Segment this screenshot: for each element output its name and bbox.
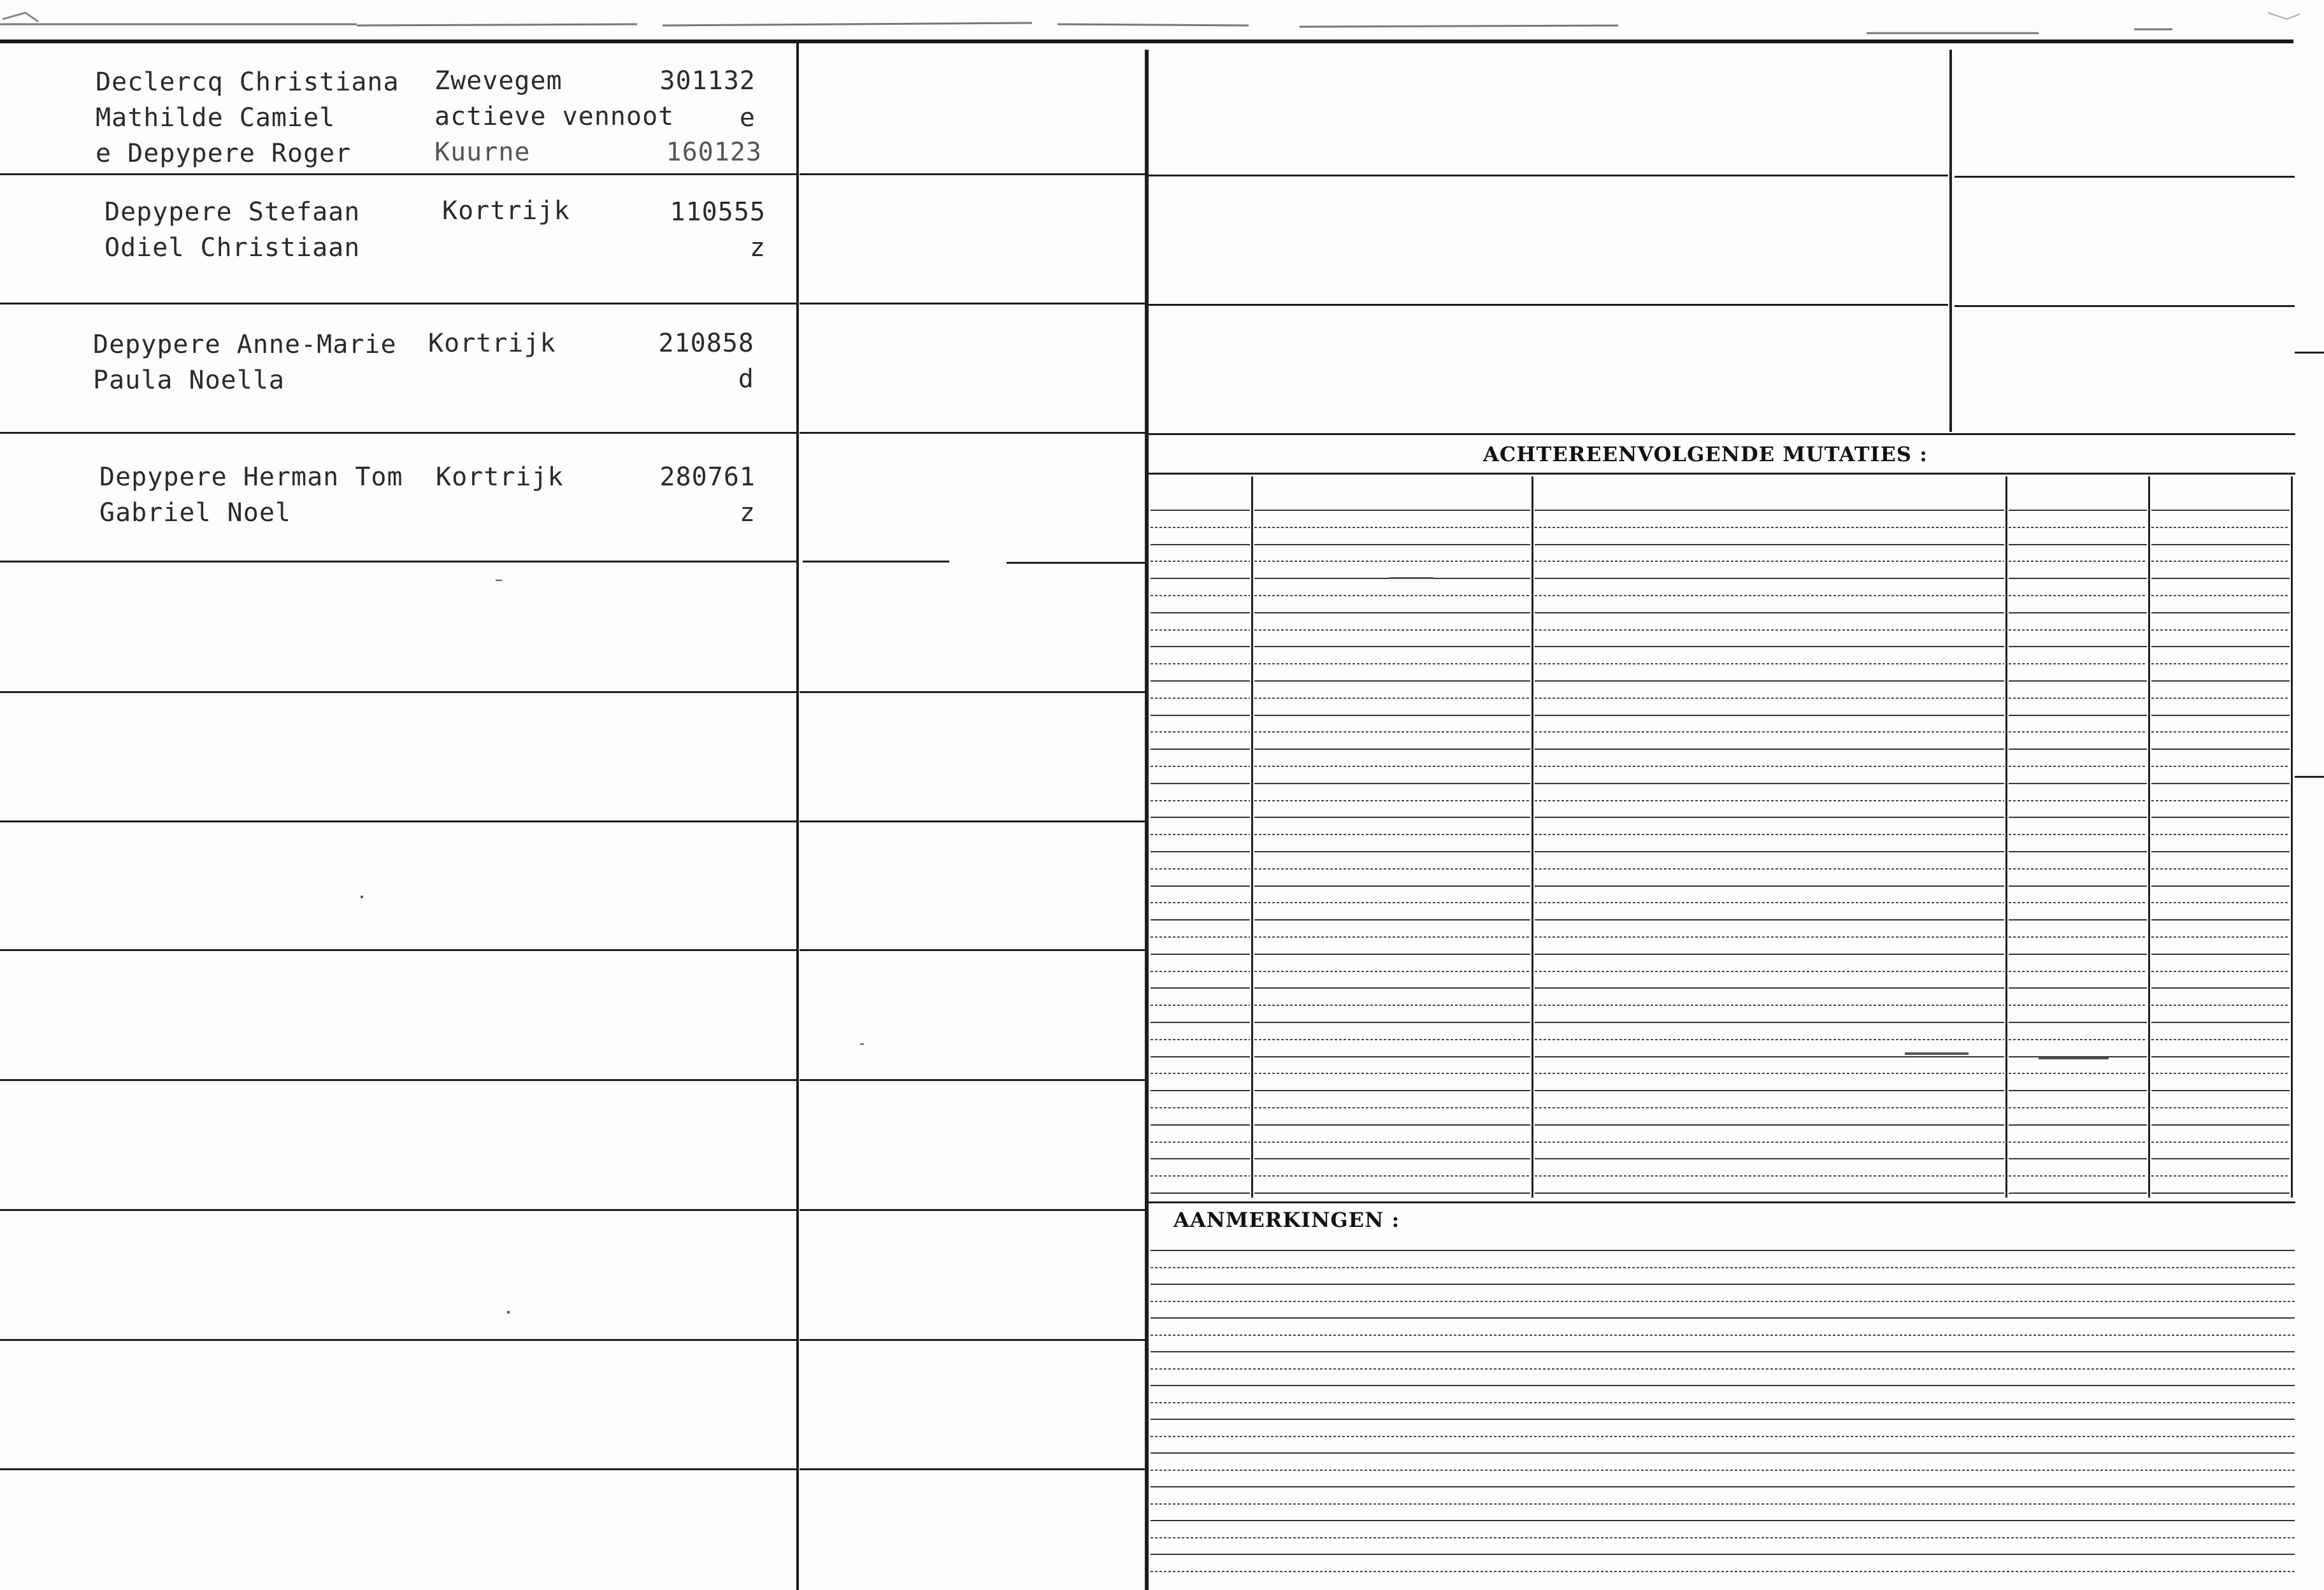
mutation-rule: [1535, 698, 2004, 699]
mutation-rule: [1254, 1192, 1530, 1194]
mutation-rule: [2151, 902, 2290, 903]
mutation-rule: [2151, 1142, 2290, 1143]
mutation-rule: [2009, 919, 2147, 920]
upper-right-row-2: [1149, 304, 1948, 306]
mutation-rule: [2009, 578, 2147, 579]
mutation-rule: [1535, 663, 2004, 664]
mutation-rule: [2151, 698, 2290, 699]
mutation-rule: [1254, 646, 1530, 647]
mutation-rule: [2151, 783, 2290, 784]
mutation-rule: [2009, 885, 2147, 887]
row-separator-3: [0, 432, 796, 434]
row-separator-10b: [800, 1339, 1145, 1341]
mutation-rule: [2009, 629, 2147, 631]
mutation-rule: [2009, 612, 2147, 613]
mutation-rule: [1254, 629, 1530, 631]
record-1-name-line2: Mathilde Camiel: [96, 103, 336, 132]
mutation-rule: [2151, 561, 2290, 562]
mutation-rule: [2009, 510, 2147, 511]
mutation-rule: [2151, 1039, 2290, 1040]
mutation-rule: [1151, 646, 1250, 647]
remark-rule: [1151, 1368, 2295, 1370]
remark-rule: [1151, 1486, 2295, 1487]
mutation-rule: [1151, 783, 1250, 784]
upper-right-row-1b: [1955, 176, 2295, 178]
mutation-rule: [1535, 612, 2004, 613]
mutation-rule: [2009, 1022, 2147, 1023]
mutation-rule: [1254, 851, 1530, 852]
mutation-rule: [1151, 919, 1250, 920]
record-2-code-line1: 110555: [670, 197, 766, 227]
mutation-rule: [2009, 561, 2147, 562]
mutation-rule: [1151, 544, 1250, 545]
remark-rule: [1151, 1571, 2295, 1572]
mutation-rule: [1535, 1158, 2004, 1159]
mutation-rule: [1254, 783, 1530, 784]
mutation-rule: [1254, 1090, 1530, 1091]
remark-rule: [1151, 1267, 2295, 1268]
remark-rule: [1151, 1301, 2295, 1302]
record-2-name-line2: Odiel Christiaan: [104, 233, 361, 262]
mutation-rule: [1254, 1005, 1530, 1006]
mutation-rule: [1535, 561, 2004, 562]
row-separator-3b: [800, 432, 1145, 434]
remark-rule: [1151, 1520, 2295, 1521]
mutation-rule: [1151, 1039, 1250, 1040]
mutation-rule: [1151, 851, 1250, 852]
mutation-rule: [1151, 868, 1250, 870]
mutation-rule: [2151, 1005, 2290, 1006]
mutation-rule: [1254, 1039, 1530, 1040]
mutation-rule: [2009, 954, 2147, 955]
mutations-col-2: [1531, 476, 1533, 1198]
mutation-rule: [2009, 544, 2147, 545]
row-separator-5b: [800, 691, 1145, 693]
mutation-rule: [2009, 834, 2147, 835]
mutation-rule: [1254, 1142, 1530, 1143]
upper-right-row-2b: [1955, 305, 2295, 307]
record-3-name-line2: Paula Noella: [93, 366, 285, 395]
mutation-rule: [1254, 595, 1530, 596]
mutation-rule: [2009, 1124, 2147, 1126]
edge-tick-1: [2295, 352, 2324, 354]
mutation-rule: [1535, 1124, 2004, 1126]
mutation-rule: [2151, 646, 2290, 647]
mutation-rule: [2009, 527, 2147, 528]
mutation-rule: [2009, 817, 2147, 818]
mutation-rule: [2151, 987, 2290, 989]
mutation-rule: [2009, 987, 2147, 989]
mutation-rule: [1254, 971, 1530, 972]
mutation-rule: [1151, 1124, 1250, 1126]
mutation-rule: [2151, 748, 2290, 750]
mutation-rule: [1254, 1124, 1530, 1126]
mutation-rule: [2009, 715, 2147, 716]
mutation-rule: [1151, 766, 1250, 767]
mutation-rule: [1254, 919, 1530, 920]
remark-rule: [1151, 1335, 2295, 1336]
mutation-rule: [1151, 1107, 1250, 1108]
mutation-rule: [1151, 527, 1250, 528]
mutation-rule: [1151, 595, 1250, 596]
mutation-rule: [2009, 1107, 2147, 1108]
mutation-rule: [1151, 885, 1250, 887]
mutation-rule: [1151, 954, 1250, 955]
mutation-rule: [1254, 766, 1530, 767]
mutation-rule: [1535, 595, 2004, 596]
record-3-code-line1: 210858: [658, 329, 754, 358]
mutations-header-border: [1149, 473, 2295, 475]
mutation-rule: [2009, 1073, 2147, 1074]
mutation-rule: [2151, 510, 2290, 511]
mutation-rule: [1151, 1090, 1250, 1091]
mutation-rule: [1535, 715, 2004, 716]
remark-rule: [1151, 1317, 2295, 1319]
row-separator-9b: [800, 1209, 1145, 1211]
remark-rule: [1151, 1470, 2295, 1471]
row-separator-9: [0, 1209, 796, 1211]
mutation-rule: [1254, 680, 1530, 682]
mutation-rule: [2009, 800, 2147, 801]
mutation-rule: [1535, 851, 2004, 852]
edge-tick-2: [2295, 776, 2324, 778]
mutation-rule: [2009, 868, 2147, 870]
record-3-place-line1: Kortrijk: [428, 329, 556, 358]
record-1-place-line3: Kuurne: [434, 138, 531, 167]
mutation-rule: [1535, 527, 2004, 528]
mutation-rule: [1535, 766, 2004, 767]
mutation-rule: [2151, 936, 2290, 938]
mutation-rule: [1254, 885, 1530, 887]
record-1-place-line1: Zwevegem: [434, 66, 563, 96]
mutation-rule: [2009, 1192, 2147, 1194]
mutation-rule: [2009, 731, 2147, 733]
mutation-rule: [2009, 851, 2147, 852]
mutation-rule: [1151, 800, 1250, 801]
mutation-rule: [1151, 578, 1250, 579]
mutation-rule: [2009, 1142, 2147, 1143]
mutation-rule: [1254, 817, 1530, 818]
mutation-rule: [2151, 766, 2290, 767]
mutation-rule: [2151, 578, 2290, 579]
scan-speck: [1905, 1052, 1969, 1055]
mutation-rule: [2151, 544, 2290, 545]
mutation-rule: [1151, 1005, 1250, 1006]
mutation-rule: [1254, 527, 1530, 528]
mutation-rule: [2009, 646, 2147, 647]
mutation-rule: [1535, 1022, 2004, 1023]
record-4-place-line1: Kortrijk: [436, 462, 564, 492]
mutation-rule: [1254, 544, 1530, 545]
mutation-rule: [1151, 817, 1250, 818]
mutation-rule: [2151, 1073, 2290, 1074]
remark-rule: [1151, 1250, 2295, 1251]
mutation-rule: [2151, 1056, 2290, 1057]
mutation-rule: [1151, 971, 1250, 972]
mutation-rule: [2009, 1175, 2147, 1177]
mutation-rule: [1535, 817, 2004, 818]
mutation-rule: [1535, 578, 2004, 579]
row-separator-5: [0, 691, 796, 693]
mutation-rule: [1535, 936, 2004, 938]
scan-speck: [1389, 577, 1433, 579]
mutation-rule: [2151, 919, 2290, 920]
row-separator-1: [0, 173, 796, 175]
record-1-name-line1: Declercq Christiana: [96, 68, 399, 97]
mutations-col-5: [2291, 476, 2293, 1198]
mutation-rule: [1254, 715, 1530, 716]
mutation-rule: [1535, 1192, 2004, 1194]
upper-right-divider: [1949, 50, 1952, 432]
record-1-code-line2: e: [739, 103, 756, 132]
row-separator-7b: [800, 949, 1145, 951]
mutation-rule: [1535, 748, 2004, 750]
mutation-rule: [1151, 680, 1250, 682]
mutation-rule: [1535, 1039, 2004, 1040]
row-separator-2b: [800, 303, 1145, 304]
mutation-rule: [1535, 971, 2004, 972]
mutation-rule: [2151, 1022, 2290, 1023]
mutation-rule: [2009, 1005, 2147, 1006]
mutation-rule: [1254, 800, 1530, 801]
row-separator-11: [0, 1468, 796, 1470]
row-separator-1b: [800, 173, 1145, 175]
mutation-rule: [1535, 1073, 2004, 1074]
mutation-rule: [2009, 1039, 2147, 1040]
mutation-rule: [2009, 748, 2147, 750]
mutation-rule: [2151, 1192, 2290, 1194]
mutation-rule: [1535, 834, 2004, 835]
remark-rule: [1151, 1385, 2295, 1386]
mutations-col-4: [2148, 476, 2150, 1198]
mutation-rule: [2009, 680, 2147, 682]
record-4-code-line2: z: [739, 498, 756, 527]
mutation-rule: [1151, 1056, 1250, 1057]
mutation-rule: [2151, 612, 2290, 613]
mutation-rule: [2151, 731, 2290, 733]
mutation-rule: [2151, 971, 2290, 972]
mutation-rule: [2151, 834, 2290, 835]
row-separator-2: [0, 303, 796, 304]
mutation-rule: [1254, 1056, 1530, 1057]
mutation-rule: [2151, 1090, 2290, 1091]
record-1-name-line3: e Depypere Roger: [96, 139, 352, 168]
mutation-rule: [2151, 851, 2290, 852]
mutation-rule: [1151, 987, 1250, 989]
mutation-rule: [2151, 663, 2290, 664]
mutation-rule: [2151, 800, 2290, 801]
row-separator-8b: [800, 1079, 1145, 1081]
mutation-rule: [2151, 868, 2290, 870]
remark-rule: [1151, 1452, 2295, 1454]
mutations-col-3: [2005, 476, 2007, 1198]
mutation-rule: [1254, 731, 1530, 733]
scan-speck: [860, 1043, 864, 1045]
mutation-rule: [1254, 748, 1530, 750]
upper-right-row-1: [1149, 175, 1948, 176]
row-separator-6: [0, 820, 796, 822]
mutation-rule: [1254, 1022, 1530, 1023]
remark-rule: [1151, 1402, 2295, 1403]
row-separator-11b: [800, 1468, 1145, 1470]
mutation-rule: [1151, 834, 1250, 835]
mutation-rule: [1151, 1158, 1250, 1159]
mutation-rule: [1535, 1107, 2004, 1108]
row-separator-10: [0, 1339, 796, 1341]
mutation-rule: [1151, 936, 1250, 938]
mutation-rule: [1535, 902, 2004, 903]
mutation-rule: [2151, 1107, 2290, 1108]
record-3-name-line1: Depypere Anne-Marie: [93, 330, 397, 359]
left-column-divider: [796, 43, 799, 1590]
scan-speck: [507, 1311, 510, 1314]
mutation-rule: [1254, 987, 1530, 989]
mutation-rule: [1151, 1192, 1250, 1194]
mutation-rule: [1535, 510, 2004, 511]
record-2-code-line2: z: [749, 233, 766, 262]
mutation-rule: [2009, 936, 2147, 938]
mutation-rule: [2009, 783, 2147, 784]
mutation-rule: [1535, 783, 2004, 784]
mutation-rule: [2009, 1158, 2147, 1159]
mutation-rule: [1151, 629, 1250, 631]
mutation-rule: [1254, 868, 1530, 870]
mutation-rule: [2151, 1175, 2290, 1177]
mutation-rule: [1254, 698, 1530, 699]
mutation-rule: [1151, 1022, 1250, 1023]
mutation-rule: [1151, 561, 1250, 562]
mutation-rule: [1254, 612, 1530, 613]
mutation-rule: [1535, 885, 2004, 887]
mutation-rule: [1535, 987, 2004, 989]
mutation-rule: [1151, 698, 1250, 699]
record-2-name-line1: Depypere Stefaan: [104, 197, 361, 227]
mutation-rule: [1254, 936, 1530, 938]
mutation-rule: [1254, 1107, 1530, 1108]
mutation-rule: [2151, 1158, 2290, 1159]
row-separator-6b: [800, 820, 1145, 822]
mutation-rule: [2151, 629, 2290, 631]
row-separator-4c: [1007, 562, 1145, 564]
record-1-code-line1: 301132: [659, 66, 756, 96]
mutation-rule: [2151, 1124, 2290, 1126]
mutation-rule: [1151, 731, 1250, 733]
record-3-code-line2: d: [738, 364, 754, 394]
record-1-place-line2: actieve vennoot: [434, 102, 675, 131]
mutation-rule: [1535, 544, 2004, 545]
mutation-rule: [1535, 954, 2004, 955]
mutation-rule: [2151, 954, 2290, 955]
row-separator-7: [0, 949, 796, 951]
remark-rule: [1151, 1419, 2295, 1420]
mutation-rule: [2151, 715, 2290, 716]
record-4-name-line1: Depypere Herman Tom: [99, 462, 403, 492]
remark-rule: [1151, 1554, 2295, 1555]
mutation-rule: [2151, 680, 2290, 682]
mutation-rule: [1151, 715, 1250, 716]
mutation-rule: [1151, 748, 1250, 750]
mutation-rule: [1151, 1175, 1250, 1177]
mutation-rule: [1254, 1073, 1530, 1074]
mutation-rule: [1535, 800, 2004, 801]
mutation-rule: [2009, 698, 2147, 699]
mutation-rule: [1151, 663, 1250, 664]
mutation-rule: [1151, 1142, 1250, 1143]
mutation-rule: [1535, 1005, 2004, 1006]
mutation-rule: [1535, 680, 2004, 682]
mutation-rule: [1535, 1175, 2004, 1177]
mutation-rule: [1254, 902, 1530, 903]
mutation-rule: [1535, 1090, 2004, 1091]
scan-speck: [2039, 1057, 2109, 1059]
record-4-code-line1: 280761: [659, 462, 756, 492]
record-4-name-line2: Gabriel Noel: [99, 498, 291, 527]
mutation-rule: [1535, 868, 2004, 870]
mutations-col-1: [1251, 476, 1253, 1198]
mutation-rule: [1151, 902, 1250, 903]
remarks-title: AANMERKINGEN :: [1173, 1208, 1400, 1232]
mutation-rule: [1535, 919, 2004, 920]
middle-column-divider: [1145, 50, 1149, 1590]
mutation-rule: [1254, 954, 1530, 955]
mutation-rule: [1254, 834, 1530, 835]
mutations-top-border: [1149, 433, 2295, 435]
remark-rule: [1151, 1351, 2295, 1352]
mutations-title: ACHTEREENVOLGENDE MUTATIES :: [1483, 442, 1928, 466]
mutation-rule: [1535, 1142, 2004, 1143]
scan-speck: [361, 896, 363, 898]
record-1-code-line3: 160123: [666, 138, 762, 167]
record-2-place-line1: Kortrijk: [442, 196, 570, 226]
mutations-bottom-border: [1149, 1201, 2295, 1203]
mutation-rule: [2009, 902, 2147, 903]
mutation-rule: [2009, 766, 2147, 767]
mutation-rule: [2009, 663, 2147, 664]
remark-rule: [1151, 1436, 2295, 1437]
row-separator-4: [0, 561, 796, 562]
mutation-rule: [1254, 561, 1530, 562]
row-separator-8: [0, 1079, 796, 1081]
mutation-rule: [2151, 885, 2290, 887]
mutation-rule: [1535, 731, 2004, 733]
remark-rule: [1151, 1503, 2295, 1505]
mutation-rule: [1151, 510, 1250, 511]
mutation-rule: [1254, 663, 1530, 664]
mutation-rule: [1535, 629, 2004, 631]
mutation-rule: [1535, 646, 2004, 647]
mutation-rule: [1151, 612, 1250, 613]
row-separator-4b: [803, 561, 949, 562]
scan-top-edge: [0, 0, 2324, 45]
mutation-rule: [2009, 1090, 2147, 1091]
mutation-rule: [2009, 595, 2147, 596]
mutation-rule: [2151, 817, 2290, 818]
mutation-rule: [1254, 1158, 1530, 1159]
scan-speck: [496, 580, 502, 581]
remark-rule: [1151, 1284, 2295, 1285]
mutation-rule: [1254, 1175, 1530, 1177]
mutation-rule: [1254, 510, 1530, 511]
mutation-rule: [1535, 1056, 2004, 1057]
remark-rule: [1151, 1537, 2295, 1538]
mutation-rule: [2151, 527, 2290, 528]
mutation-rule: [2009, 971, 2147, 972]
mutation-rule: [1151, 1073, 1250, 1074]
mutation-rule: [2151, 595, 2290, 596]
